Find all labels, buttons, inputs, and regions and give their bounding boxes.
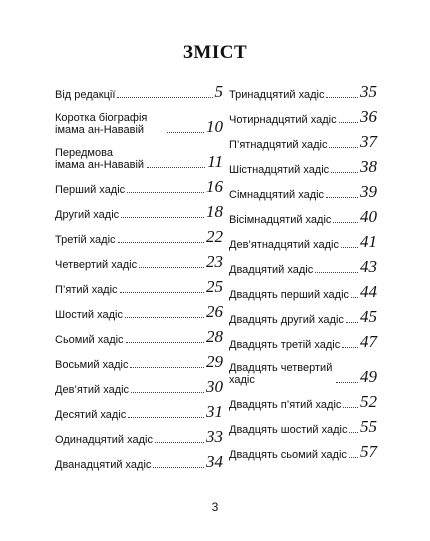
toc-entry-page: 43 (360, 257, 377, 276)
toc-entry-label: Вісімнадцятий хадіс (229, 214, 332, 226)
toc-entry (229, 301, 377, 326)
dot-leader (117, 97, 212, 98)
toc-entry (55, 136, 223, 171)
dot-leader (329, 147, 358, 148)
toc-entry (55, 271, 223, 296)
toc-entry (55, 321, 223, 346)
toc-entry-label: Одинадцятий хадіс (55, 434, 153, 446)
dot-leader (128, 417, 204, 418)
toc-entry-label: Двадцять другий хадіс (229, 314, 344, 326)
toc-entry (55, 221, 223, 246)
toc-entry-label: Другий хадіс (55, 209, 120, 221)
dot-leader (118, 242, 204, 243)
toc-entry-page: 26 (206, 302, 223, 321)
dot-leader (349, 457, 358, 458)
dot-leader (326, 197, 358, 198)
toc-entry (229, 76, 377, 101)
toc-entry-page: 39 (360, 182, 377, 201)
dot-leader (336, 382, 358, 383)
toc-entry-label: Коротка біографія імама ан-Нававій (55, 112, 148, 136)
toc-entry-page: 36 (360, 107, 377, 126)
dot-leader (153, 467, 204, 468)
toc-entry-page: 47 (360, 332, 377, 351)
toc-entry (229, 411, 377, 436)
toc-entry (229, 386, 377, 411)
toc-entry-page: 22 (206, 227, 223, 246)
toc-entry (229, 201, 377, 226)
toc-entry (229, 326, 377, 351)
toc-entry-label: Двадцять шостий хадіс (229, 424, 348, 436)
toc-entry-label: Тринадцятий хадіс (229, 89, 325, 101)
toc-entry (55, 421, 223, 446)
toc-entry-label: П’ятнадцятий хадіс (229, 139, 328, 151)
toc-entry-label: Восьмий хадіс (55, 359, 129, 371)
toc-entry-page: 31 (206, 402, 223, 421)
toc-entry (229, 151, 377, 176)
toc-right-column (229, 76, 377, 461)
dot-leader (121, 217, 204, 218)
toc-entry-label: Десятий хадіс (55, 409, 127, 421)
dot-leader (147, 167, 205, 168)
toc-entry (229, 436, 377, 461)
toc-entry (229, 126, 377, 151)
toc-entry-label: Від редакції (55, 89, 116, 101)
toc-entry-page: 10 (206, 117, 223, 136)
toc-entry (55, 446, 223, 471)
toc-entry-page: 38 (360, 157, 377, 176)
toc-entry (229, 101, 377, 126)
dot-leader (139, 267, 204, 268)
toc-entry-label: Двадцятий хадіс (229, 264, 314, 276)
page-title: ЗМІСТ (182, 42, 248, 63)
toc-entry (55, 171, 223, 196)
toc-entry (55, 296, 223, 321)
dot-leader (331, 172, 358, 173)
toc-entry-page: 52 (360, 392, 377, 411)
toc-entry (229, 351, 377, 386)
toc-entry-label: Дев’ятнадцятий хадіс (229, 239, 339, 251)
toc-entry-page: 29 (206, 352, 223, 371)
toc-entry-label: Передмова імама ан-Нававій (55, 147, 145, 171)
toc-entry (229, 251, 377, 276)
dot-leader (326, 97, 358, 98)
toc-entry-page: 23 (206, 252, 223, 271)
dot-leader (167, 132, 204, 133)
toc-entry-page: 5 (214, 82, 223, 101)
toc-entry-page: 28 (206, 327, 223, 346)
toc-entry-page: 30 (206, 377, 223, 396)
toc-entry (55, 101, 223, 136)
dot-leader (351, 297, 358, 298)
toc-entry-page: 57 (360, 442, 377, 461)
toc-entry-label: П’ятий хадіс (55, 284, 118, 296)
toc-entry (229, 226, 377, 251)
toc-entry-label: Двадцять сьомий хадіс (229, 449, 347, 461)
dot-leader (127, 192, 204, 193)
dot-leader (333, 222, 358, 223)
dot-leader (315, 272, 358, 273)
toc-entry (229, 176, 377, 201)
toc-entry (229, 276, 377, 301)
toc-entry (55, 396, 223, 421)
toc-entry (55, 346, 223, 371)
toc-entry-page: 41 (360, 232, 377, 251)
dot-leader (343, 407, 358, 408)
toc-entry-page: 35 (360, 82, 377, 101)
toc-entry-page: 25 (206, 277, 223, 296)
dot-leader (125, 317, 204, 318)
toc-left-column (55, 76, 223, 471)
toc-entry-label: Сьомий хадіс (55, 334, 124, 346)
toc-entry-page: 16 (206, 177, 223, 196)
dot-leader (120, 292, 204, 293)
toc-entry-page: 11 (207, 152, 223, 171)
toc-entry-page: 34 (206, 452, 223, 471)
toc-entry-label: Шостий хадіс (55, 309, 123, 321)
dot-leader (346, 322, 358, 323)
toc-entry-page: 18 (206, 202, 223, 221)
toc-entry-page: 49 (360, 367, 377, 386)
toc-entry-label: Третій хадіс (55, 234, 116, 246)
toc-entry-label: Двадцять перший хадіс (229, 289, 350, 301)
toc-entry-label: Перший хадіс (55, 184, 126, 196)
toc-entry (55, 76, 223, 101)
page-number: 3 (211, 500, 219, 514)
dot-leader (341, 247, 358, 248)
toc-entry-label: Двадцять четвертий хадіс (229, 362, 333, 386)
toc-entry-label: Сімнадцятий хадіс (229, 189, 325, 201)
toc-entry-label: Двадцять п’ятий хадіс (229, 399, 342, 411)
toc-entry-label: Двадцять третій хадіс (229, 339, 341, 351)
toc-entry-page: 33 (206, 427, 223, 446)
dot-leader (126, 342, 204, 343)
toc-entry (55, 371, 223, 396)
dot-leader (131, 392, 204, 393)
toc-entry-label: Чотирнадцятий хадіс (229, 114, 337, 126)
toc-entry-label: Шістнадцятий хадіс (229, 164, 330, 176)
dot-leader (349, 432, 358, 433)
toc-entry-page: 37 (360, 132, 377, 151)
toc-entry-page: 44 (360, 282, 377, 301)
toc-entry-page: 55 (360, 417, 377, 436)
toc-entry (55, 196, 223, 221)
toc-entry-label: Дев’ятий хадіс (55, 384, 130, 396)
dot-leader (339, 122, 358, 123)
dot-leader (130, 367, 204, 368)
toc-entry (55, 246, 223, 271)
toc-entry-label: Дванадцятий хадіс (55, 459, 152, 471)
dot-leader (342, 347, 358, 348)
toc-entry-page: 40 (360, 207, 377, 226)
toc-entry-page: 45 (360, 307, 377, 326)
toc-entry-label: Четвертий хадіс (55, 259, 138, 271)
dot-leader (155, 442, 204, 443)
